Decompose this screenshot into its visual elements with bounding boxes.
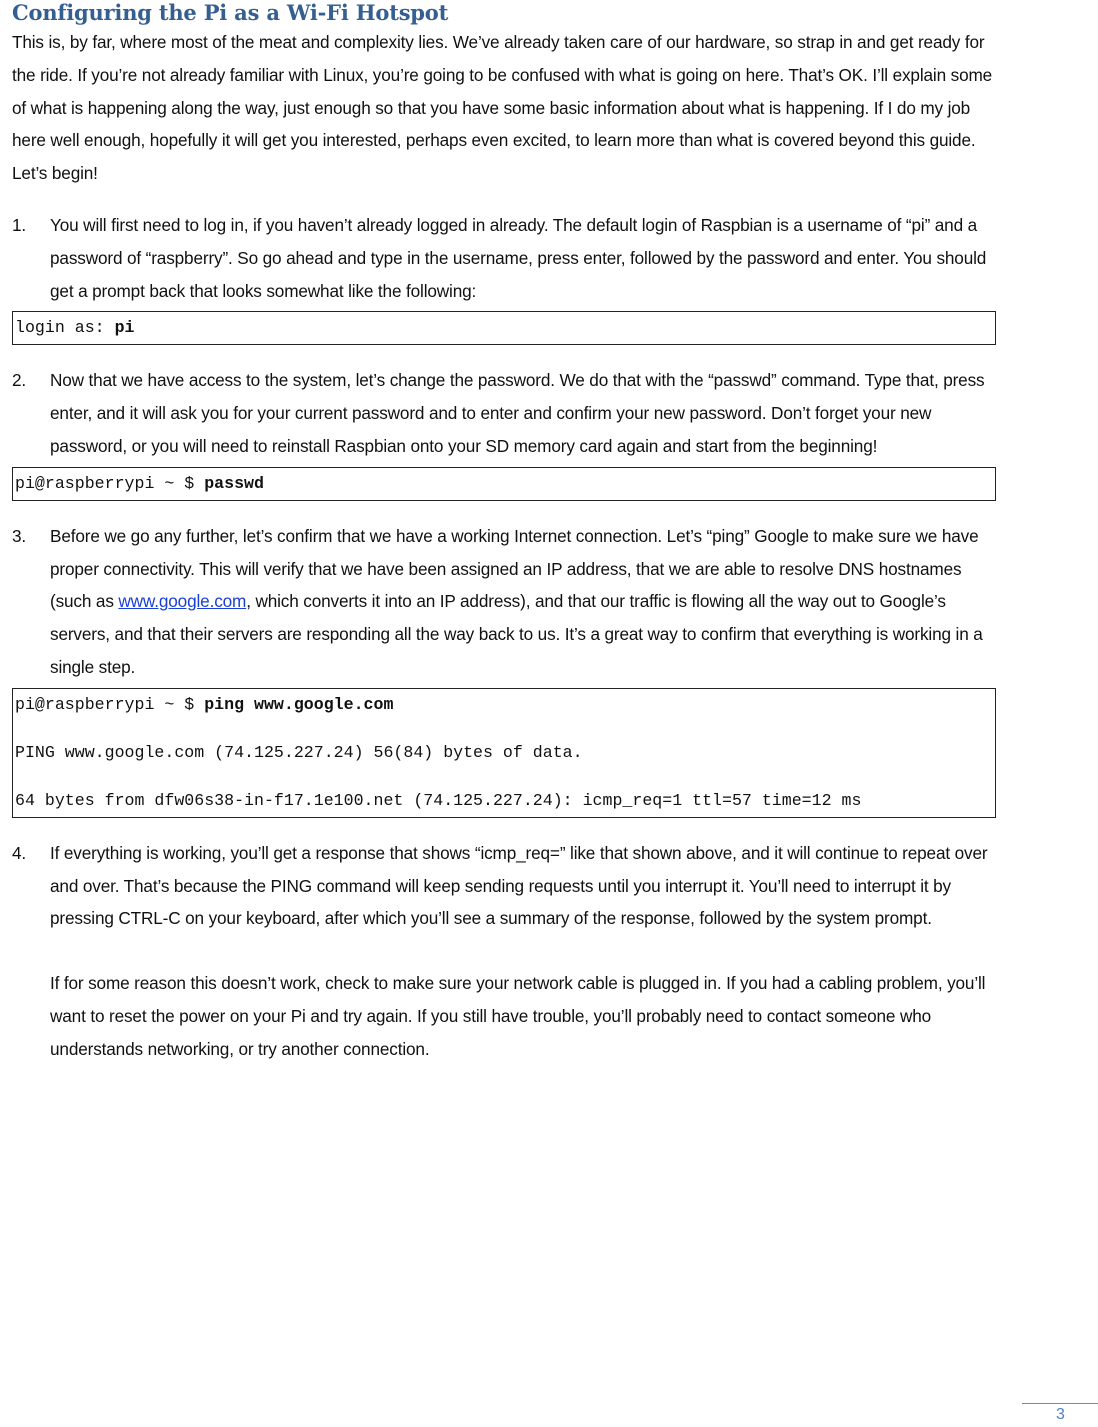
code-prefix: pi@raspberrypi ~ $ — [15, 473, 205, 493]
step-text: Now that we have access to the system, let’s change the password. We do that with the “passwd” command. Type that, press enter, and it will ask you for your current password and to enter and confirm your new password. Don’t forget your new password, or you will need to reinstall Raspbian onto your SD memory card again and start from the beginning! — [50, 370, 985, 456]
begin-paragraph: Let’s begin! — [12, 163, 98, 184]
code-prefix: login as: — [15, 318, 115, 338]
step-number: 3. — [12, 525, 27, 546]
code-line — [15, 468, 995, 500]
code-command: ping www.google.com — [204, 694, 394, 714]
code-command: pi — [114, 318, 135, 338]
code-line — [15, 312, 995, 344]
google-link[interactable]: www.google.com — [118, 591, 247, 612]
code-block-passwd — [12, 467, 996, 501]
step-2 — [12, 364, 998, 462]
step-1 — [12, 209, 998, 307]
footer-divider — [1022, 1403, 1098, 1404]
step-number: 4. — [12, 842, 27, 863]
code-command: passwd — [204, 473, 264, 493]
code-output: PING www.google.com (74.125.227.24) 56(84) bytes of data. — [15, 742, 583, 762]
code-line — [15, 737, 995, 769]
document-page — [12, 0, 998, 1066]
step-3 — [12, 520, 998, 684]
code-block-ping — [12, 688, 996, 818]
step-text: If everything is working, you’ll get a response that shows “icmp_req=” like that shown above, and it will continue to repeat over and over. That’s because the PING command will keep sending requests until you interrupt it. You’ll need to interrupt it by pressing CTRL-C on your keyboard, after which you’ll see a summary of the response, followed by the system prompt. — [50, 842, 988, 929]
step-number: 1. — [12, 214, 27, 235]
code-block-login — [12, 311, 996, 345]
step-text-after-link: , which converts it into an IP address), and that our traffic is flowing all the way out to Google’s servers, and that their servers are responding all the way back to us. It’s a great way to confirm that everything is working in a single step. — [50, 591, 983, 677]
intro-paragraph: This is, by far, where most of the meat and complexity lies. We’ve already taken care of our hardware, so strap in and get ready for the ride. If you’re not already familiar with Linux, you’re going to be confused with what is going on here. That’s OK. I’ll explain some of what is happening along the way, just enough so that you have some basic information about what is happening. If I do my job here well enough, hopefully it will get you interested, perhaps even excited, to learn more than what is covered beyond this guide. — [12, 32, 993, 151]
step-text: You will first need to log in, if you haven’t already logged in already. The default login of Raspbian is a username of “pi” and a password of “raspberry”. So go ahead and type in the username, press enter, followed by the password and enter. You should get a prompt back that looks somewhat like the following: — [50, 214, 987, 301]
code-line — [15, 689, 995, 721]
page-number: 3 — [1056, 1406, 1065, 1423]
code-line — [15, 785, 995, 817]
code-prefix: pi@raspberrypi ~ $ — [15, 694, 205, 714]
code-output: 64 bytes from dfw06s38-in-f17.1e100.net (74.125.227.24): icmp_req=1 ttl=57 time=12 ms — [15, 790, 862, 810]
step-text-secondary: If for some reason this doesn’t work, check to make sure your network cable is plugged in. If you had a cabling problem, you’ll want to reset the power on your Pi and try again. If you still have trouble, you’ll probably need to contact someone who understands networking, or try another connection. — [50, 973, 986, 1059]
step-number: 2. — [12, 370, 27, 391]
step-4 — [12, 837, 998, 1066]
step-text-before-link: Before we go any further, let’s confirm that we have a working Internet connection. Let’s “ping” Google to make sure we have proper connectivity. This will verify that we have been assigned an IP address, that we are able to resolve DNS hostnames (such as — [50, 525, 979, 612]
section-heading: Configuring the Pi as a Wi-Fi Hotspot — [12, 0, 449, 25]
step-text — [50, 520, 998, 684]
